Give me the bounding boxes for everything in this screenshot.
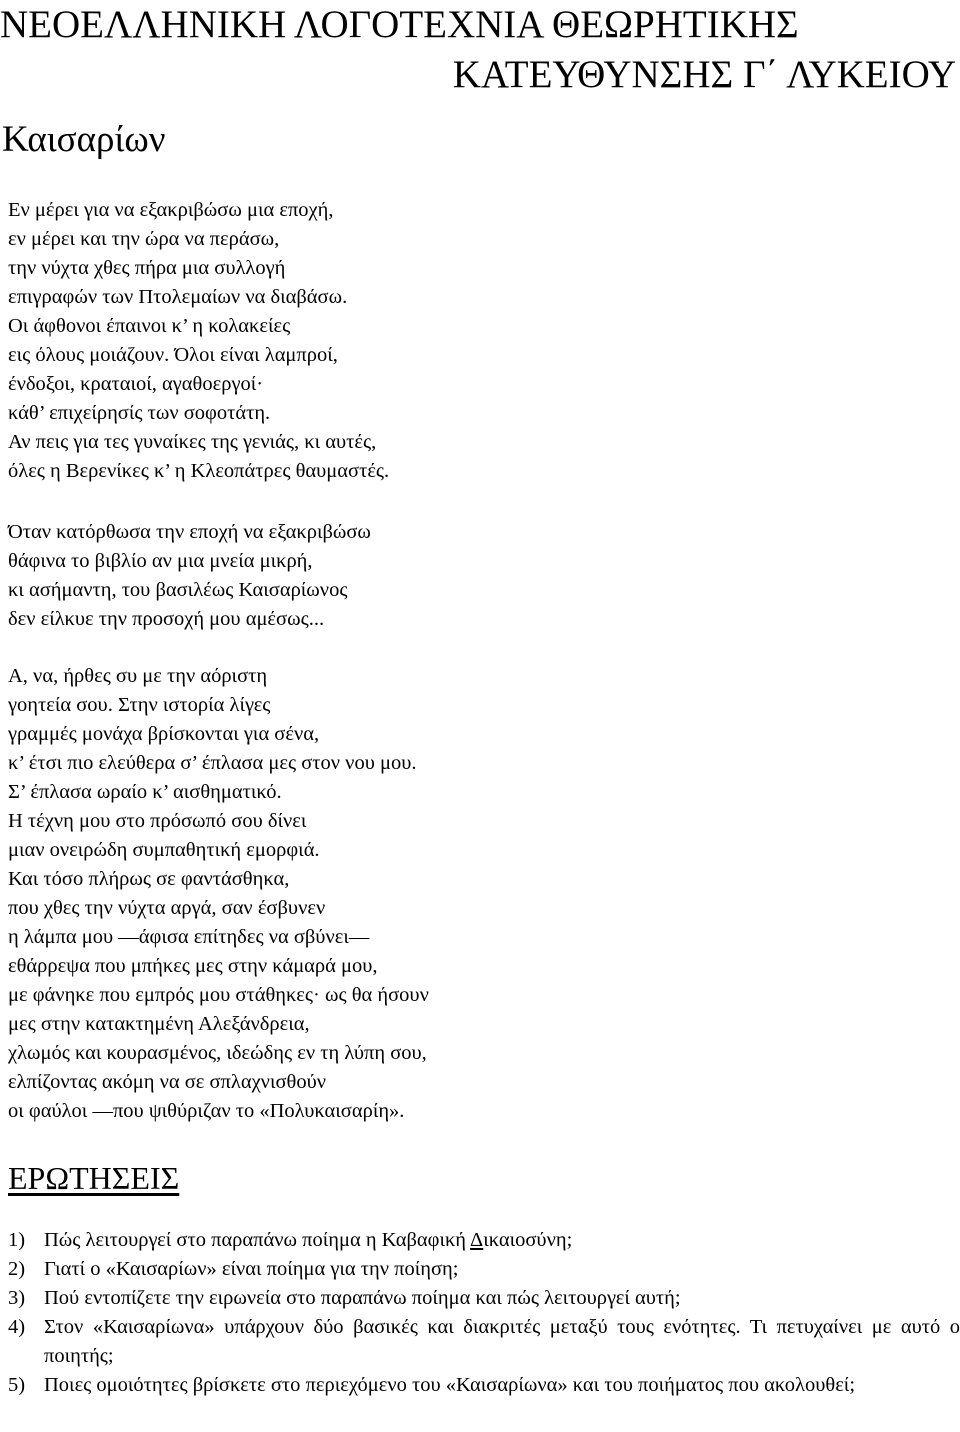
poem-line: μιαν ονειρώδη συμπαθητική εμορφιά.	[8, 839, 320, 861]
question-text	[44, 1226, 960, 1255]
poem-line: Οι άφθονοι έπαινοι κ’ η κολακείες	[8, 315, 291, 337]
question-number: 5)	[8, 1374, 26, 1396]
poem-line: Σ’ έπλασα ωραίο κ’ αισθηματικό.	[8, 781, 282, 803]
question-number: 3)	[8, 1287, 26, 1309]
poem-line: μες στην κατακτημένη Αλεξάνδρεια,	[8, 1013, 310, 1035]
poem-stanza-2	[8, 518, 371, 634]
poem-line: εθάρρεψα που μπήκες μες στην κάμαρά μου,	[8, 955, 378, 977]
poem-line: Αν πεις για τες γυναίκες της γενιάς, κι αυτές,	[8, 431, 377, 453]
question-text-part: Πώς λειτουργεί στο παραπάνω ποίημα η Καβαφική	[44, 1229, 471, 1251]
poem-line: την νύχτα χθες πήρα μια συλλογή	[8, 257, 286, 279]
header-title-line-2: ΚΑΤΕΥΘΥΝΣΗΣ Γ΄ ΛΥΚΕΙΟΥ	[452, 53, 956, 96]
question-text-part: ικαιοσύνη;	[483, 1229, 573, 1251]
poem-line: κι ασήμαντη, του βασιλέως Καισαρίωνος	[8, 579, 348, 601]
poem-line: κάθ’ επιχείρησίς των σοφοτάτη.	[8, 402, 271, 424]
poem-line: Α, να, ήρθες συ με την αόριστη	[8, 665, 268, 687]
poem-line: εν μέρει και την ώρα να περάσω,	[8, 228, 280, 250]
question-item	[8, 1284, 960, 1313]
poem-line: όλες η Βερενίκες κ’ η Κλεοπάτρες θαυμαστές.	[8, 460, 390, 482]
question-item	[8, 1313, 960, 1371]
poem-line: εις όλους μοιάζουν. Όλοι είναι λαμπροί,	[8, 344, 338, 366]
poem-line: με φάνηκε που εμπρός μου στάθηκες· ως θα ήσουν	[8, 984, 429, 1006]
question-item	[8, 1255, 960, 1284]
question-text: Ποιες ομοιότητες βρίσκετε στο περιεχόμενο του «Καισαρίωνα» και του ποιήματος που ακολουθεί;	[44, 1374, 856, 1396]
poem-title: Καισαρίων	[2, 119, 166, 160]
poem-line: θάφινα το βιβλίο αν μια μνεία μικρή,	[8, 550, 313, 572]
questions-list	[8, 1226, 960, 1400]
poem-line: οι φαύλοι —που ψιθύριζαν το «Πολυκαισαρίη».	[8, 1100, 405, 1122]
poem-line: Όταν κατόρθωσα την εποχή να εξακριβώσω	[8, 521, 371, 543]
question-number: 2)	[8, 1258, 26, 1280]
question-text: Στον «Καισαρίωνα» υπάρχουν δύο βασικές και διακριτές μεταξύ τους ενότητες. Τι πετυχαίνει με αυτό ο ποιητής;	[44, 1316, 960, 1367]
poem-line: που χθες την νύχτα αργά, σαν έσβυνεν	[8, 897, 326, 919]
question-item	[8, 1371, 960, 1400]
poem-stanza-1	[8, 196, 389, 486]
poem-line: χλωμός και κουρασμένος, ιδεώδης εν τη λύπη σου,	[8, 1042, 427, 1064]
question-number: 1)	[8, 1229, 26, 1251]
poem-stanza-3	[8, 662, 429, 1126]
question-item	[8, 1226, 960, 1255]
poem-line: γοητεία σου. Στην ιστορία λίγες	[8, 694, 271, 716]
poem-line: επιγραφών των Πτολεμαίων να διαβάσω.	[8, 286, 348, 308]
poem-line: Εν μέρει για να εξακριβώσω μια εποχή,	[8, 199, 334, 221]
poem-line: Και τόσο πλήρως σε φαντάσθηκα,	[8, 868, 290, 890]
header-title-line-1: ΝΕΟΕΛΛΗΝΙΚΗ ΛΟΓΟΤΕΧΝΙΑ ΘΕΩΡΗΤΙΚΗΣ	[0, 3, 799, 46]
poem-line: Η τέχνη μου στο πρόσωπό σου δίνει	[8, 810, 307, 832]
poem-line: ένδοξοι, κραταιοί, αγαθοεργοί·	[8, 373, 264, 395]
poem-line: δεν είλκυε την προσοχή μου αμέσως...	[8, 608, 325, 630]
poem-line: κ’ έτσι πιο ελεύθερα σ’ έπλασα μες στον νου μου.	[8, 752, 417, 774]
questions-title: ΕΡΩΤΗΣΕΙΣ	[8, 1160, 180, 1196]
poem-line: ελπίζοντας ακόμη να σε σπλαχνισθούν	[8, 1071, 327, 1093]
question-number: 4)	[8, 1316, 26, 1338]
document-header	[0, 0, 958, 100]
poem-line: γραμμές μονάχα βρίσκονται για σένα,	[8, 723, 320, 745]
question-text-underlined: Δ	[470, 1229, 484, 1251]
poem-line: η λάμπα μου —άφισα επίτηδες να σβύνει—	[8, 926, 370, 948]
question-text: Πού εντοπίζετε την ειρωνεία στο παραπάνω ποίημα και πώς λειτουργεί αυτή;	[44, 1287, 681, 1309]
question-text: Γιατί ο «Καισαρίων» είναι ποίημα για την ποίηση;	[44, 1258, 459, 1280]
